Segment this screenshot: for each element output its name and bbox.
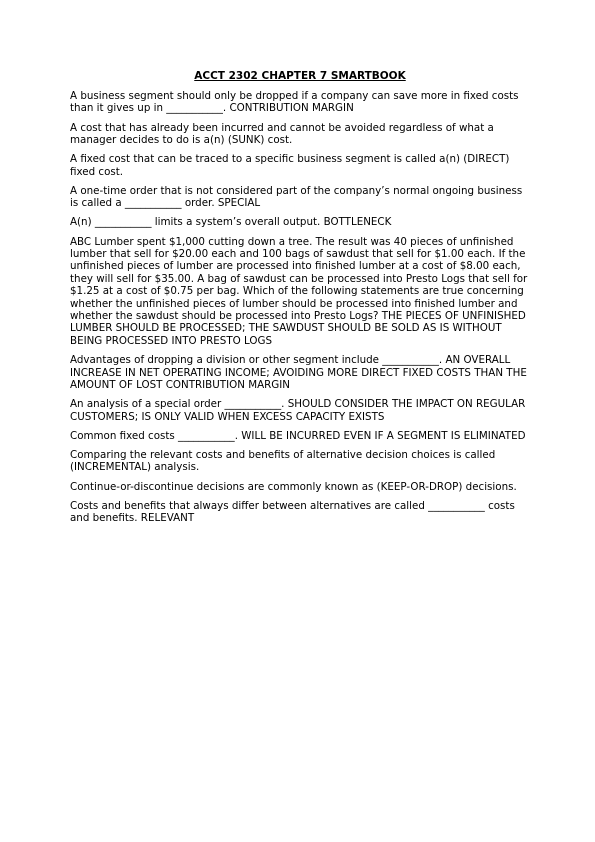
paragraph-sunk-cost: A cost that has already been incurred and cannot be avoided regardless of what a manager decides to do is a(n) (SUNK) cost. — [70, 121, 494, 147]
document-title: ACCT 2302 CHAPTER 7 SMARTBOOK — [194, 70, 406, 82]
paragraph-keep-or-drop: Continue-or-discontinue decisions are commonly known as (KEEP-OR-DROP) decisions. — [70, 480, 517, 493]
document-page — [70, 70, 530, 531]
paragraph-incremental-analysis: Comparing the relevant costs and benefits of alternative decision choices is called (INCREMENTAL) analysis. — [70, 448, 496, 474]
paragraph-relevant-costs: Costs and benefits that always differ between alternatives are called ___________ costs and benefits. RELEVANT — [70, 499, 515, 525]
paragraph-bottleneck: A(n) ___________ limits a system’s overall output. BOTTLENECK — [70, 216, 392, 229]
paragraph-special-order-analysis: An analysis of a special order ___________. SHOULD CONSIDER THE IMPACT ON REGULAR CUSTOMERS; IS ONLY VALID WHEN EXCESS CAPACITY EXISTS — [70, 398, 526, 423]
paragraph-contribution-margin: A business segment should only be dropped if a company can save more in fixed costs than it gives up in ___________. CONTRIBUTION MARGIN — [70, 90, 519, 115]
paragraph-direct-fixed-cost: A fixed cost that can be traced to a specific business segment is called a(n) (DIRECT) fixed cost. — [70, 153, 510, 178]
paragraph-common-fixed-costs: Common fixed costs ___________. WILL BE INCURRED EVEN IF A SEGMENT IS ELIMINATED — [70, 429, 526, 442]
paragraph-abc-lumber: ABC Lumber spent $1,000 cutting down a tree. The result was 40 pieces of unfinished lumber that sell for $20.00 each and 100 bags of sawdust that sell for $1.00 each. If the unfinished pieces of lumber are processed into finished lumber at a cost of $8.00 each, they will sell for $35.00. A bag of sawdust can be processed into Presto Logs that sell for $1.25 at a cost of $0.75 per bag. Which of the following statements are true concerning whether the unfinished pieces of lumber should be processed into finished lumber and whether the sawdust should be processed into Presto Logs? THE PIECES OF UNFINISHED LUMBER SHOULD BE PROCESSED; THE SAWDUST SHOULD BE SOLD AS IS WITHOUT BEING PROCESSED INTO PRESTO LOGS — [70, 235, 528, 347]
paragraph-advantages-dropping: Advantages of dropping a division or other segment include ___________. AN OVERALL INCREASE IN NET OPERATING INCOME; AVOIDING MORE DIRECT FIXED COSTS THAN THE AMOUNT OF LOST CONTRIBUTION MARGIN — [70, 354, 527, 391]
paragraph-special-order: A one-time order that is not considered part of the company’s normal ongoing business is called a ___________ order. SPECIAL — [70, 184, 523, 210]
